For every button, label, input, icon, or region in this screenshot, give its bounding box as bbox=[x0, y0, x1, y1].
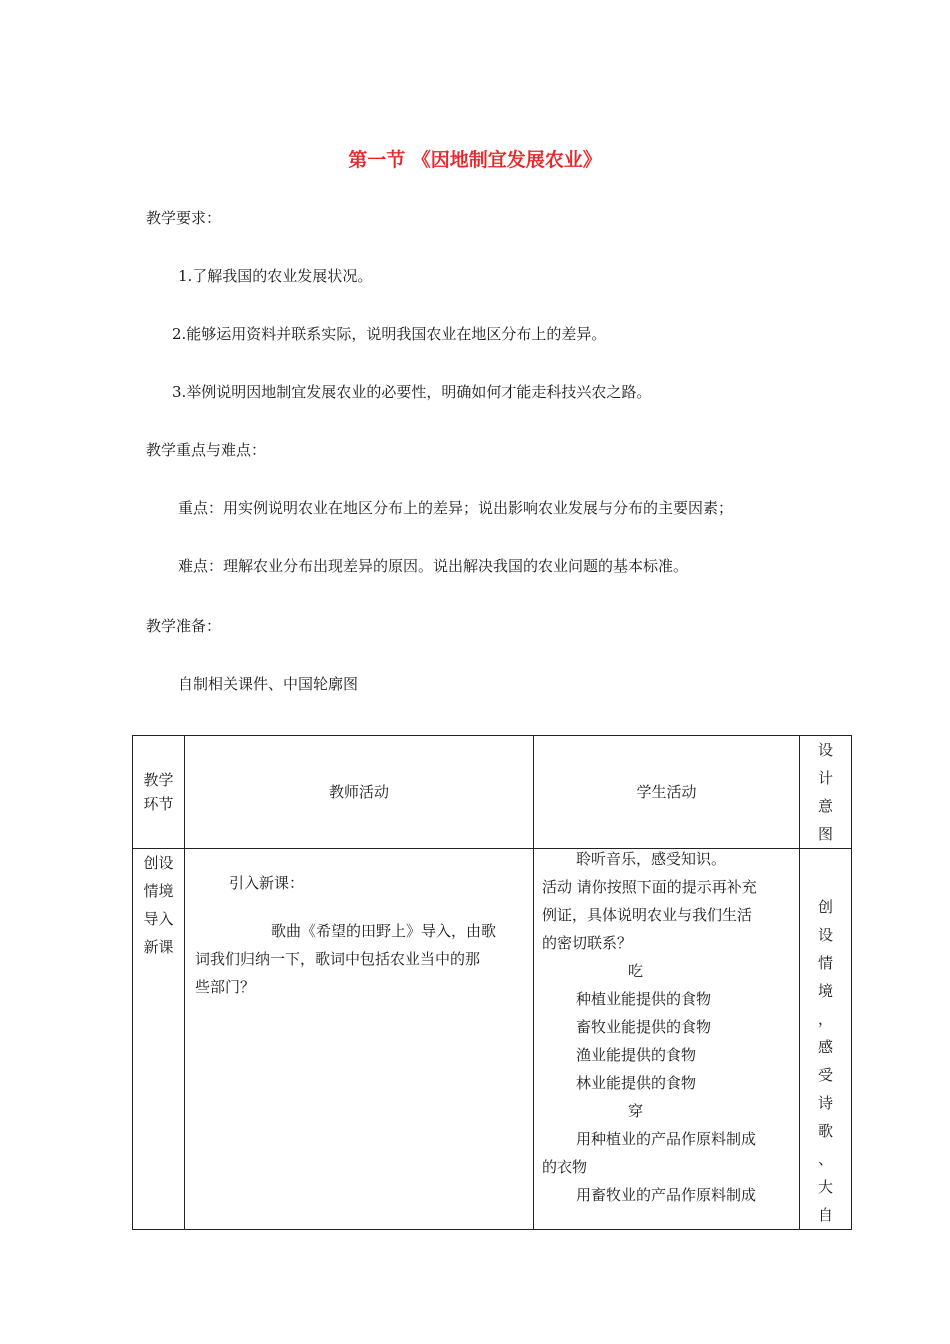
header-design-char: 图 bbox=[817, 825, 833, 843]
header-stage-line-2: 环节 bbox=[143, 795, 174, 813]
lesson-table bbox=[132, 735, 852, 1230]
header-stage-line-1: 教学 bbox=[143, 771, 174, 789]
header-student-cell bbox=[534, 736, 800, 849]
student-line: 畜牧业能提供的食物 bbox=[576, 1018, 712, 1036]
requirement-item-1: 1.了解我国的农业发展状况。 bbox=[178, 267, 373, 285]
requirement-item-2: 2.能够运用资料并联系实际，说明我国农业在地区分布上的差异。 bbox=[172, 325, 607, 343]
student-line: 的密切联系？ bbox=[542, 934, 633, 952]
student-line: 林业能提供的食物 bbox=[576, 1074, 697, 1092]
design-char: 诗 bbox=[817, 1094, 833, 1112]
design-char: 感 bbox=[817, 1038, 833, 1056]
teacher-line: 些部门？ bbox=[195, 978, 256, 996]
teacher-line: 词我们归纳一下，歌词中包括农业当中的那 bbox=[195, 950, 481, 968]
student-line: 的衣物 bbox=[542, 1158, 588, 1176]
teacher-line: 歌曲《希望的田野上》导入，由歌 bbox=[271, 922, 497, 940]
requirements-heading: 教学要求： bbox=[146, 209, 222, 227]
teacher-activity-cell bbox=[185, 849, 534, 1230]
student-line: 活动 请你按照下面的提示再补充 bbox=[542, 878, 757, 896]
design-char: 、 bbox=[817, 1150, 833, 1168]
student-line: 吃 bbox=[628, 962, 644, 980]
student-line: 种植业能提供的食物 bbox=[576, 990, 712, 1008]
header-design-cell bbox=[800, 736, 852, 849]
header-design-char: 设 bbox=[817, 741, 833, 759]
design-char: 境 bbox=[817, 982, 833, 1000]
design-char: 歌 bbox=[817, 1122, 833, 1140]
requirement-item-3: 3.举例说明因地制宜发展农业的必要性，明确如何才能走科技兴农之路。 bbox=[172, 383, 652, 401]
table-row bbox=[133, 849, 852, 1230]
student-line: 聆听音乐，感受知识。 bbox=[576, 850, 727, 868]
stage-line: 创设 bbox=[143, 854, 174, 872]
stage-line: 导入 bbox=[143, 910, 174, 928]
stage-line: 情境 bbox=[143, 882, 174, 900]
design-char: 设 bbox=[817, 926, 833, 944]
student-line: 例证，具体说明农业与我们生活 bbox=[542, 906, 753, 924]
student-line: 用畜牧业的产品作原料制成 bbox=[576, 1186, 757, 1204]
student-activity-cell bbox=[534, 849, 800, 1230]
header-student-label: 学生活动 bbox=[636, 783, 697, 801]
student-line: 穿 bbox=[628, 1102, 644, 1120]
preparation-heading: 教学准备： bbox=[146, 617, 222, 635]
difficult-point-text: 难点：理解农业分布出现差异的原因。说出解决我国的农业问题的基本标准。 bbox=[178, 557, 689, 575]
header-design-char: 计 bbox=[817, 769, 833, 787]
header-teacher-cell bbox=[185, 736, 534, 849]
key-point-text: 重点：用实例说明农业在地区分布上的差异；说出影响农业发展与分布的主要因素； bbox=[178, 499, 734, 517]
stage-cell bbox=[133, 849, 185, 1230]
header-stage-cell bbox=[133, 736, 185, 849]
student-line: 渔业能提供的食物 bbox=[576, 1046, 697, 1064]
preparation-content: 自制相关课件、中国轮廓图 bbox=[178, 675, 359, 693]
key-points-heading: 教学重点与难点： bbox=[146, 441, 267, 459]
design-char: 情 bbox=[817, 954, 833, 972]
design-char: 创 bbox=[817, 898, 833, 916]
design-intent-cell bbox=[800, 849, 852, 1230]
header-design-char: 意 bbox=[817, 797, 833, 815]
stage-line: 新课 bbox=[143, 938, 174, 956]
teacher-line: 引入新课： bbox=[229, 874, 305, 892]
design-char: ， bbox=[817, 1010, 833, 1028]
page-title: 第一节 《因地制宜发展农业》 bbox=[348, 149, 602, 171]
design-char: 自 bbox=[817, 1206, 833, 1224]
table-header-row bbox=[133, 736, 852, 849]
student-line: 用种植业的产品作原料制成 bbox=[576, 1130, 757, 1148]
header-teacher-label: 教师活动 bbox=[328, 783, 389, 801]
design-char: 大 bbox=[817, 1178, 833, 1196]
design-char: 受 bbox=[817, 1066, 833, 1084]
